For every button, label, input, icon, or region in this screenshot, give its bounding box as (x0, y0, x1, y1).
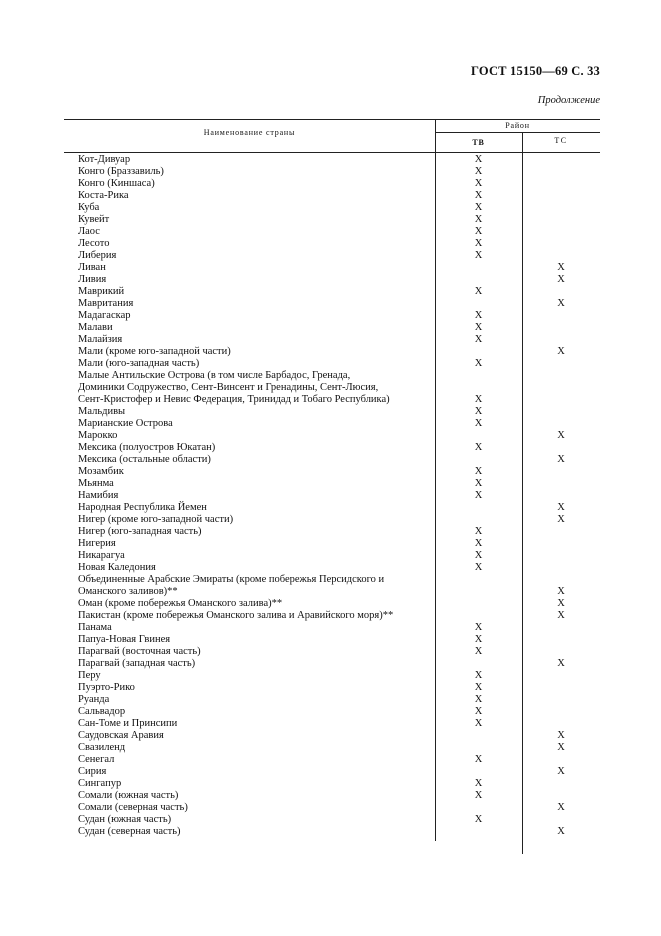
tv-mark: X (474, 358, 483, 369)
country-name: Лаос (78, 226, 100, 237)
country-name: Мали (кроме юго-западной части) (78, 346, 231, 357)
tv-mark: X (474, 634, 483, 645)
table-row (64, 754, 600, 766)
ts-mark: X (557, 262, 565, 273)
table-row (64, 382, 600, 394)
table-row (64, 334, 600, 346)
table-row (64, 298, 600, 310)
tv-mark: X (474, 214, 483, 225)
country-name: Конго (Киншаса) (78, 178, 155, 189)
tv-mark: X (474, 478, 483, 489)
table-row (64, 730, 600, 742)
ts-mark: X (557, 826, 565, 837)
table-row (64, 514, 600, 526)
country-name: Малави (78, 322, 113, 333)
table-row (64, 574, 600, 586)
tv-mark: X (474, 310, 483, 321)
table-row (64, 430, 600, 442)
table-row (64, 706, 600, 718)
table-row (64, 274, 600, 286)
table-row (64, 778, 600, 790)
table-row (64, 670, 600, 682)
tv-mark: X (474, 334, 483, 345)
country-name: Пуэрто-Рико (78, 682, 135, 693)
table-row (64, 358, 600, 370)
country-name: Судан (северная часть) (78, 826, 181, 837)
country-name: Доминики Содружество, Сент-Винсент и Гренадины, Сент-Люсия, (78, 382, 379, 393)
ts-mark: X (557, 274, 565, 285)
region-subheader-rule (435, 132, 600, 133)
country-name: Оманского заливов)** (78, 586, 178, 597)
table-row (64, 310, 600, 322)
country-name: Кот-Дивуар (78, 154, 131, 165)
tv-mark: X (474, 670, 483, 681)
table-row (64, 178, 600, 190)
country-name: Конго (Браззавиль) (78, 166, 164, 177)
table-row (64, 202, 600, 214)
table-row (64, 766, 600, 778)
header-tv: ТВ (472, 138, 485, 147)
table-row (64, 598, 600, 610)
ts-mark: X (557, 658, 565, 669)
tv-mark: X (474, 490, 483, 501)
ts-mark: X (557, 730, 565, 741)
country-name: Малые Антильские Острова (в том числе Барбадос, Гренада, (78, 370, 351, 381)
country-name: Мавритания (78, 298, 134, 309)
tv-mark: X (474, 322, 483, 333)
table-row (64, 610, 600, 622)
table-row (64, 214, 600, 226)
tv-mark: X (474, 154, 483, 165)
country-name: Никарагуа (78, 550, 125, 561)
country-name: Намибия (78, 490, 119, 501)
tv-mark: X (474, 778, 483, 789)
country-name: Мали (юго-западная часть) (78, 358, 200, 369)
tv-mark: X (474, 538, 483, 549)
table-row (64, 538, 600, 550)
ts-mark: X (557, 430, 565, 441)
tv-mark: X (474, 202, 483, 213)
table-row (64, 466, 600, 478)
country-name: Свазиленд (78, 742, 126, 753)
tv-mark: X (474, 250, 483, 261)
table-row (64, 802, 600, 814)
table-row (64, 346, 600, 358)
table-row (64, 154, 600, 166)
country-name: Папуа-Новая Гвинея (78, 634, 171, 645)
country-name: Малайзия (78, 334, 123, 345)
country-name: Панама (78, 622, 112, 633)
country-name: Народная Республика Йемен (78, 502, 207, 513)
country-name: Перу (78, 670, 101, 681)
table-row (64, 370, 600, 382)
tv-mark: X (474, 682, 483, 693)
tv-mark: X (474, 286, 483, 297)
table-row (64, 562, 600, 574)
country-name: Пакистан (кроме побережья Оманского залива и Аравийского моря)** (78, 610, 394, 621)
tv-mark: X (474, 442, 483, 453)
ts-mark: X (557, 802, 565, 813)
tv-mark: X (474, 706, 483, 717)
table-row (64, 442, 600, 454)
table-row (64, 718, 600, 730)
country-name: Лесото (78, 238, 110, 249)
country-name: Сомали (северная часть) (78, 802, 188, 813)
country-name: Мадагаскар (78, 310, 131, 321)
country-name: Либерия (78, 250, 117, 261)
tv-mark: X (474, 226, 483, 237)
tv-mark: X (474, 814, 483, 825)
country-name: Нигерия (78, 538, 116, 549)
table-top-rule (64, 119, 600, 120)
page-header: ГОСТ 15150—69 С. 33 (471, 64, 600, 78)
table-row (64, 790, 600, 802)
table-row (64, 502, 600, 514)
country-name: Марианские Острова (78, 418, 173, 429)
table-row (64, 226, 600, 238)
table-row (64, 250, 600, 262)
tv-mark: X (474, 694, 483, 705)
country-name: Руанда (78, 694, 110, 705)
country-name: Сирия (78, 766, 107, 777)
table-row (64, 418, 600, 430)
country-name: Ливия (78, 274, 107, 285)
tv-mark: X (474, 562, 483, 573)
table-row (64, 526, 600, 538)
tv-mark: X (474, 550, 483, 561)
table-row (64, 586, 600, 598)
table-row (64, 478, 600, 490)
table-row (64, 238, 600, 250)
ts-mark: X (557, 298, 565, 309)
table-row (64, 262, 600, 274)
table-row (64, 490, 600, 502)
tv-mark: X (474, 394, 483, 405)
country-name: Мексика (полуостров Юкатан) (78, 442, 216, 453)
tv-mark: X (474, 622, 483, 633)
country-name: Мозамбик (78, 466, 124, 477)
ts-mark: X (557, 502, 565, 513)
tv-mark: X (474, 466, 483, 477)
country-name: Нигер (кроме юго-западной части) (78, 514, 234, 525)
tv-mark: X (474, 790, 483, 801)
ts-mark: X (557, 586, 565, 597)
country-name: Мьянма (78, 478, 114, 489)
ts-mark: X (557, 598, 565, 609)
country-name: Ливан (78, 262, 106, 273)
tv-mark: X (474, 718, 483, 729)
country-climate-table (64, 119, 600, 841)
tv-mark: X (474, 406, 483, 417)
country-name: Судан (южная часть) (78, 814, 172, 825)
table-row (64, 406, 600, 418)
table-row (64, 814, 600, 826)
country-name: Сент-Кристофер и Невис Федерация, Тринидад и Тобаго Республика) (78, 394, 390, 405)
table-row (64, 166, 600, 178)
ts-mark: X (557, 346, 565, 357)
table-row (64, 682, 600, 694)
country-name: Оман (кроме побережья Оманского залива)** (78, 598, 283, 609)
table-row (64, 394, 600, 406)
country-name: Коста-Рика (78, 190, 129, 201)
tv-mark: X (474, 418, 483, 429)
country-name: Сан-Томе и Принсипи (78, 718, 178, 729)
ts-mark: X (557, 514, 565, 525)
tv-mark: X (474, 190, 483, 201)
ts-mark: X (557, 766, 565, 777)
country-name: Кувейт (78, 214, 110, 225)
tv-mark: X (474, 646, 483, 657)
country-name: Объединенные Арабские Эмираты (кроме побережья Персидского и (78, 574, 385, 585)
tv-mark: X (474, 754, 483, 765)
tv-mark: X (474, 178, 483, 189)
ts-mark: X (557, 454, 565, 465)
table-row (64, 454, 600, 466)
country-name: Новая Каледония (78, 562, 156, 573)
country-name: Сингапур (78, 778, 122, 789)
tv-mark: X (474, 166, 483, 177)
tv-mark: X (474, 526, 483, 537)
table-row (64, 286, 600, 298)
country-name: Мальдивы (78, 406, 126, 417)
table-body (64, 154, 600, 838)
country-name: Куба (78, 202, 100, 213)
table-row (64, 826, 600, 838)
header-ts: ТС (554, 136, 568, 145)
country-name: Маврикий (78, 286, 125, 297)
country-name: Парагвай (восточная часть) (78, 646, 201, 657)
table-row (64, 322, 600, 334)
ts-mark: X (557, 610, 565, 621)
continuation-label: Продолжение (537, 95, 600, 106)
table-row (64, 550, 600, 562)
country-name: Сальвадор (78, 706, 126, 717)
country-name: Сенегал (78, 754, 115, 765)
header-country-name: Наименование страны (203, 128, 296, 137)
table-row (64, 658, 600, 670)
tv-mark: X (474, 238, 483, 249)
table-row (64, 646, 600, 658)
header-region: Район (505, 121, 530, 130)
country-name: Сомали (южная часть) (78, 790, 179, 801)
table-row (64, 742, 600, 754)
table-row (64, 622, 600, 634)
table-row (64, 190, 600, 202)
country-name: Марокко (78, 430, 118, 441)
country-name: Саудовская Аравия (78, 730, 164, 741)
table-row (64, 694, 600, 706)
ts-mark: X (557, 742, 565, 753)
table-header-rule (64, 152, 600, 153)
country-name: Парагвай (западная часть) (78, 658, 196, 669)
country-name: Мексика (остальные области) (78, 454, 211, 465)
table-row (64, 634, 600, 646)
country-name: Нигер (юго-западная часть) (78, 526, 202, 537)
